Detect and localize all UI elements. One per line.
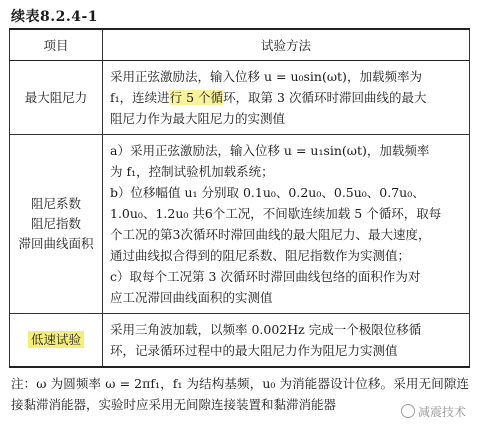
table-row [10,314,470,368]
method-text: 环，取第 3 次循环时滞回曲线的最大 [223,90,427,105]
header-row [10,29,470,61]
method-text: c）取每个工况第 3 次循环时滞回曲线包络的面积作为对 [110,269,421,284]
row-item-max-damping [10,61,103,135]
item-label: 阻尼指数 [30,216,81,231]
method-text: 环，记录循环过程中的最大阻尼力作为阻尼力实测值 [110,343,398,358]
method-text: f₁，连续进 [110,90,170,105]
row-method-damping-coefficient [103,135,470,314]
method-text: 1.0u₀、1.2u₀ 共6个工况，不间歇连续加载 5 个循环，取每 [110,206,442,221]
item-label: 阻尼系数 [30,196,81,211]
row-item-damping-coefficient [10,135,103,314]
item-label: 滞回曲线面积 [18,236,94,251]
watermark-text: 减震技术 [417,405,466,419]
method-text: 采用正弦激励法，输入位移 u = u₀sin(ωt)，加载频率为 [110,69,422,84]
test-method-table [9,28,470,368]
method-text: a）采用正弦激励法，输入位移 u = u₁sin(ωt)，加载频率 [110,143,430,158]
method-text: 为 f₁，控制试验机加载系统； [110,164,274,179]
method-text: 阻尼力作为最大阻尼力的实测值 [110,111,286,126]
highlighted-text: 行 5 个循 [169,90,224,105]
row-method-max-damping [103,61,470,135]
method-text: 采用三角波加载，以频率 0.002Hz 完成一个极限位移循 [110,322,422,337]
watermark [401,403,466,420]
table-row [10,135,470,314]
header-item: 项目 [10,29,103,61]
header-method: 试验方法 [103,29,470,61]
method-text: 通过曲线拟合得到的阻尼系数、阻尼指数作为实测值； [110,248,411,263]
method-text: b）位移幅值 u₁ 分别取 0.1u₀、0.2u₀、0.5u₀、0.7u₀、 [110,185,425,200]
table-row [10,61,470,135]
item-label: 最大阻尼力 [24,89,88,105]
item-label-highlighted: 低速试验 [28,331,84,348]
table-caption: 续表8.2.4-1 [11,9,99,25]
watermark-logo-icon [401,404,415,418]
row-item-low-speed [10,314,103,368]
row-method-low-speed [103,314,470,368]
table-note: 注：ω 为圆频率 ω = 2πf₁，f₁ 为结构基频，u₀ 为消能器设计位移。采用无间隙连接黏滞消能器，实验时应采用无间隙连接装置和黏滞消能器 [11,376,469,412]
method-text: 个工况的第3次循环时滞回曲线的最大阻尼力、最大速度， [110,227,431,242]
method-text: 应工况滞回曲线面积的实测值 [110,290,273,305]
